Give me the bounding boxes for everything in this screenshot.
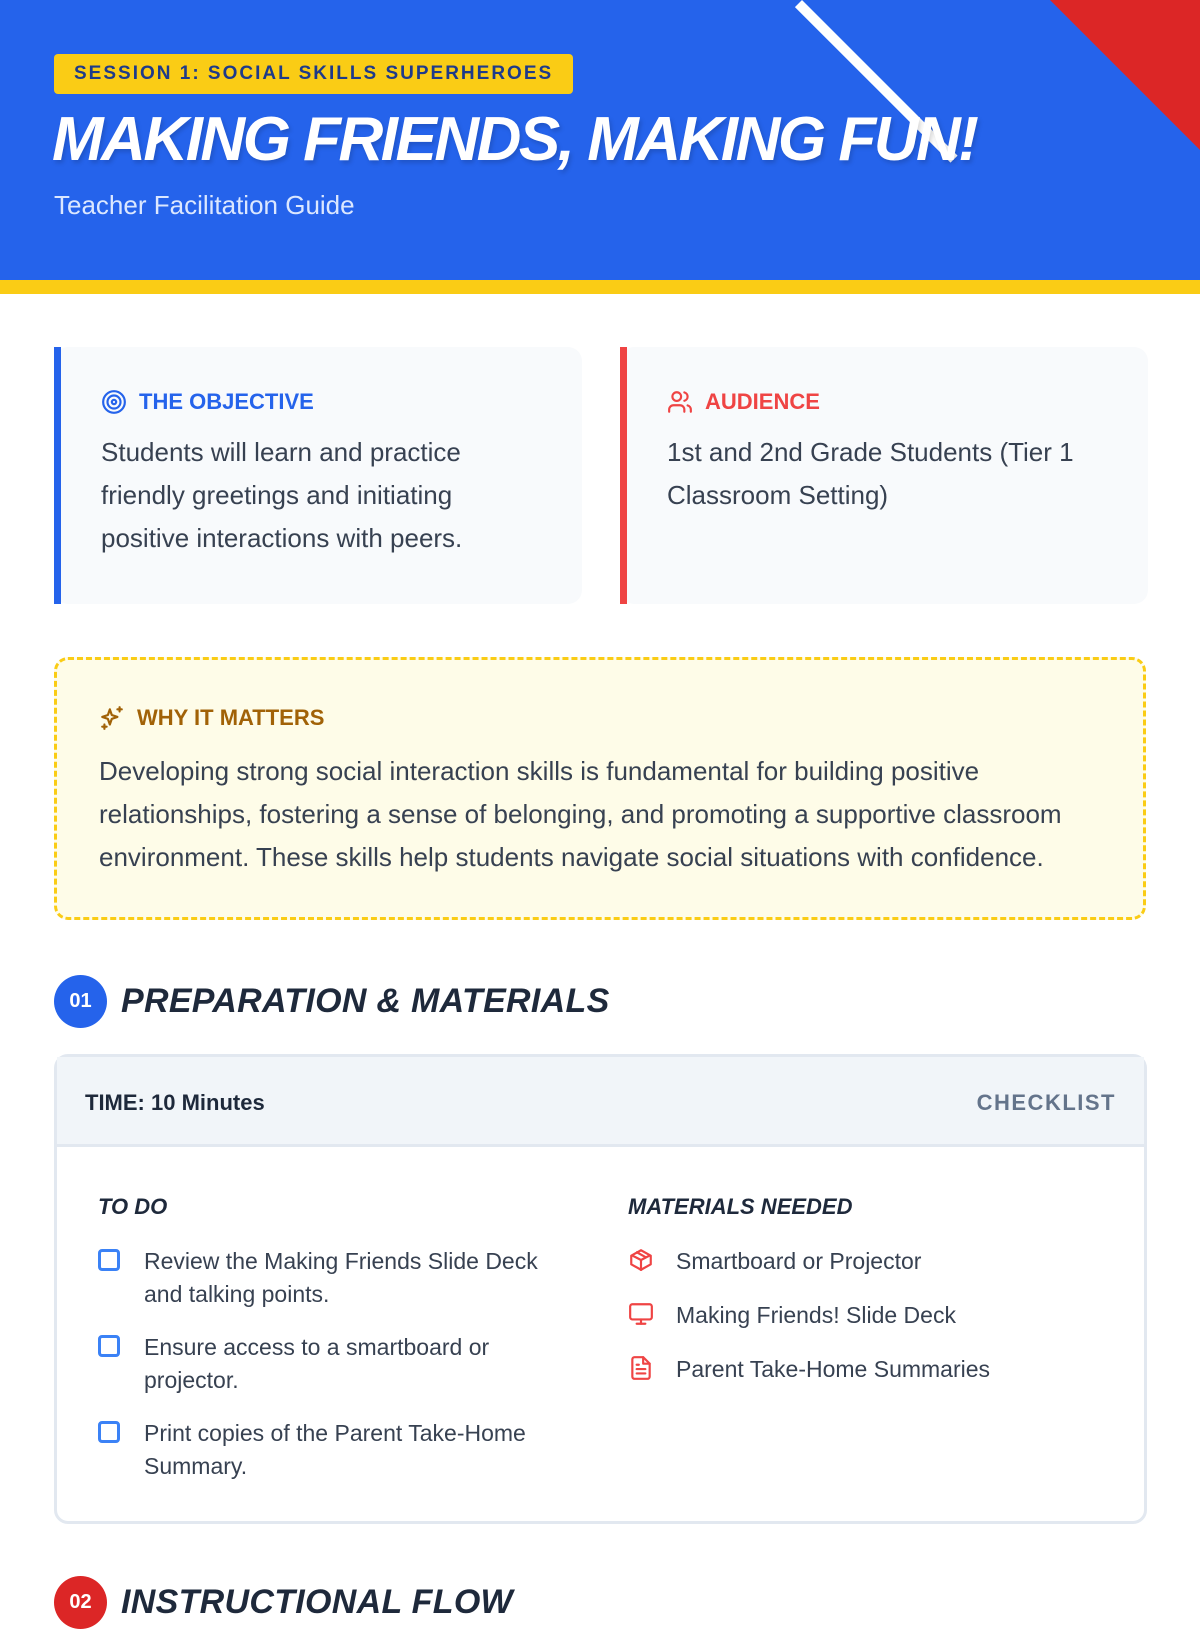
todo-item[interactable] [98, 1245, 568, 1311]
objective-heading [101, 389, 314, 415]
target-icon [101, 389, 127, 415]
material-item-text: Making Friends! Slide Deck [676, 1302, 956, 1328]
todo-checkbox[interactable] [98, 1249, 120, 1271]
todo-item-text: Ensure access to a smartboard or projector. [144, 1334, 490, 1393]
material-item [628, 1353, 1108, 1386]
materials-list [628, 1245, 1108, 1407]
users-icon [667, 389, 693, 415]
box-icon [628, 1247, 654, 1273]
audience-accent-bar [620, 347, 627, 604]
todo-checkbox[interactable] [98, 1335, 120, 1357]
section-1-title: PREPARATION & MATERIALS [121, 982, 610, 1020]
panel-header [57, 1057, 1144, 1147]
todo-item-text: Print copies of the Parent Take-Home Summary. [144, 1420, 526, 1479]
materials-heading: MATERIALS NEEDED [628, 1194, 853, 1219]
objective-heading-text: THE OBJECTIVE [139, 389, 314, 414]
preparation-panel [54, 1054, 1147, 1524]
header-banner [0, 0, 1200, 280]
material-item [628, 1299, 1108, 1332]
audience-card [620, 347, 1148, 604]
corner-accent [1050, 0, 1200, 150]
material-item-text: Parent Take-Home Summaries [676, 1356, 991, 1382]
page-subtitle: Teacher Facilitation Guide [54, 190, 355, 220]
todo-list [98, 1245, 568, 1503]
todo-item-text: Review the Making Friends Slide Deck and talking points. [144, 1248, 538, 1307]
todo-item[interactable] [98, 1417, 568, 1483]
document-icon [628, 1355, 654, 1381]
session-badge: SESSION 1: SOCIAL SKILLS SUPERHEROES [54, 54, 573, 94]
section-2-number: 02 [54, 1576, 107, 1629]
audience-text: 1st and 2nd Grade Students (Tier 1 Classroom Setting) [667, 437, 1074, 510]
sparkles-icon [99, 705, 125, 731]
why-it-matters-box [54, 657, 1146, 920]
monitor-icon [628, 1301, 654, 1327]
section-1-number: 01 [54, 975, 107, 1028]
objective-text: Students will learn and practice friendly greetings and initiating positive interactions with peers. [101, 437, 463, 553]
section-2-heading [54, 1576, 513, 1629]
objective-accent-bar [54, 347, 61, 604]
why-heading-text: WHY IT MATTERS [137, 705, 325, 730]
page-title: MAKING FRIENDS, MAKING FUN! [52, 105, 977, 174]
why-heading [99, 705, 324, 731]
why-text: Developing strong social interaction skills is fundamental for building positive relationships, fostering a sense of belonging, and promoting a supportive classroom environment. These skills help students navigate social situations with confidence. [99, 756, 1062, 872]
objective-card [54, 347, 582, 604]
section-1-heading [54, 975, 610, 1028]
todo-heading: TO DO [98, 1194, 168, 1219]
material-item [628, 1245, 1108, 1278]
time-label: TIME: 10 Minutes [85, 1090, 265, 1115]
header-stripe [0, 280, 1200, 294]
material-item-text: Smartboard or Projector [676, 1248, 922, 1274]
todo-checkbox[interactable] [98, 1421, 120, 1443]
audience-heading-text: AUDIENCE [705, 389, 820, 414]
todo-item[interactable] [98, 1331, 568, 1397]
audience-heading [667, 389, 820, 415]
checklist-label: CHECKLIST [976, 1090, 1116, 1115]
section-2-title: INSTRUCTIONAL FLOW [121, 1583, 513, 1621]
